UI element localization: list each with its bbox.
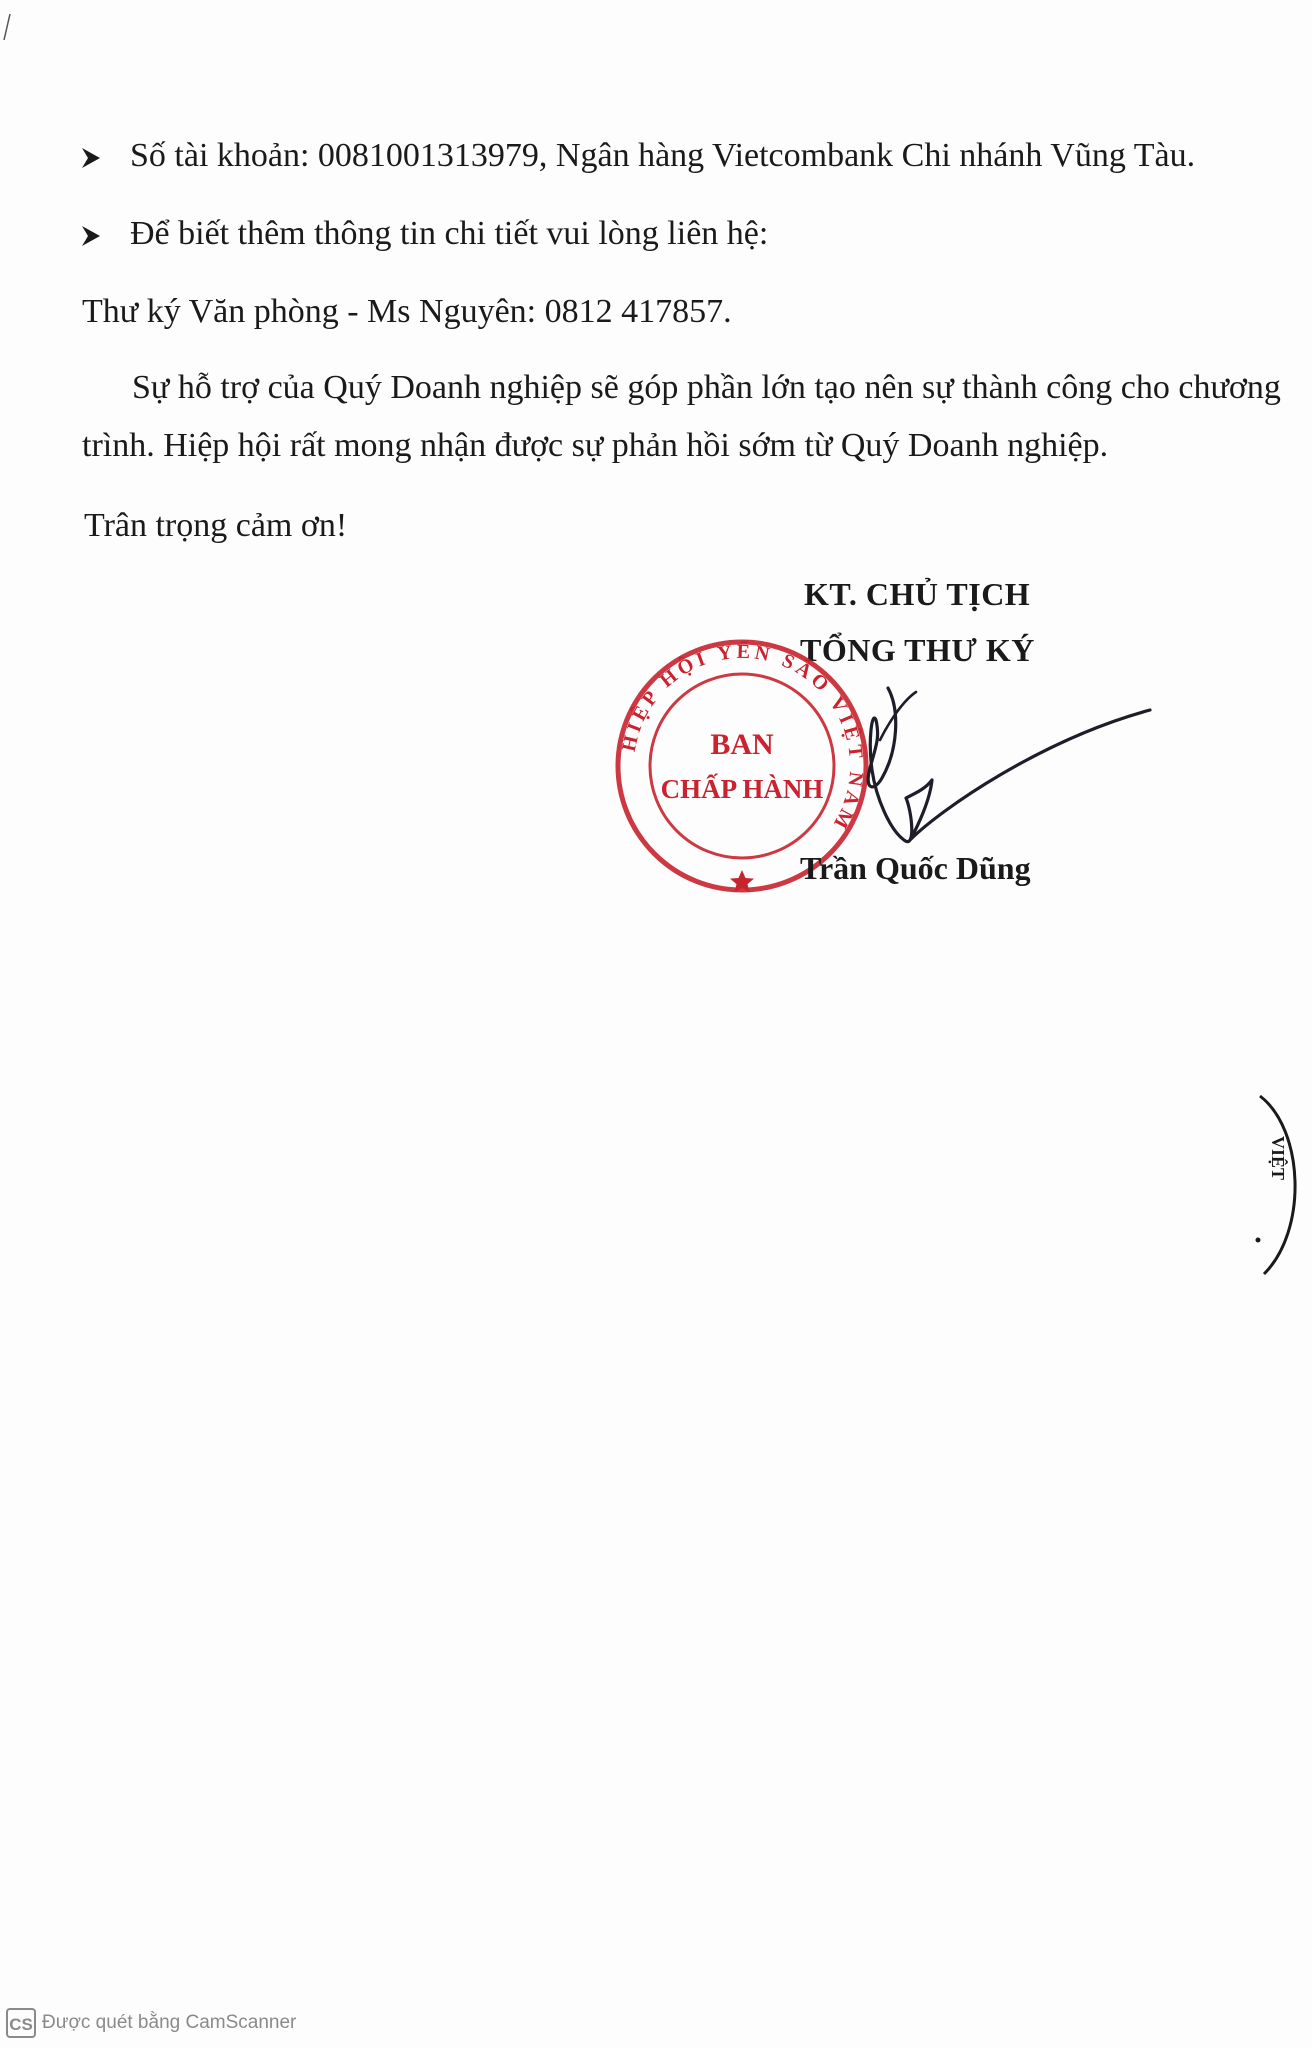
scan-corner-mark bbox=[2, 12, 12, 42]
camscanner-logo-icon: CS bbox=[6, 2008, 36, 2038]
closing-line: Trân trọng cảm ơn! bbox=[84, 507, 348, 544]
bank-account-line: Số tài khoản: 0081001313979, Ngân hàng Vietcombank Chi nhánh Vũng Tàu. bbox=[130, 137, 1196, 174]
camscanner-footer-text: Được quét bằng CamScanner bbox=[42, 2012, 297, 2034]
paragraph-line-1: Sự hỗ trợ của Quý Doanh nghiệp sẽ góp phần lớn tạo nên sự thành công cho chương bbox=[132, 369, 1281, 406]
paragraph-line-2: trình. Hiệp hội rất mong nhận được sự phản hồi sớm từ Quý Doanh nghiệp. bbox=[82, 427, 1109, 464]
signature-title-2: TỔNG THƯ KÝ bbox=[800, 632, 1035, 668]
camscanner-footer bbox=[6, 2008, 296, 2038]
stamp-center-line-2: CHẤP HÀNH bbox=[660, 774, 824, 804]
signer-name: Trần Quốc Dũng bbox=[800, 850, 1031, 886]
signature-title-1: KT. CHỦ TỊCH bbox=[804, 576, 1031, 612]
contact-intro-line: Để biết thêm thông tin chi tiết vui lòng liên hệ: bbox=[130, 215, 769, 252]
stamp-center-line-1: BAN bbox=[710, 728, 774, 761]
edge-stamp-text: VIỆT bbox=[1268, 1136, 1288, 1181]
stamp-outer-text: HIỆP HỘI YẾN SÀO VIỆT NAM bbox=[617, 640, 868, 836]
edge-stamp-partial bbox=[1230, 1090, 1312, 1280]
contact-line: Thư ký Văn phòng - Ms Nguyên: 0812 417857. bbox=[82, 293, 732, 330]
